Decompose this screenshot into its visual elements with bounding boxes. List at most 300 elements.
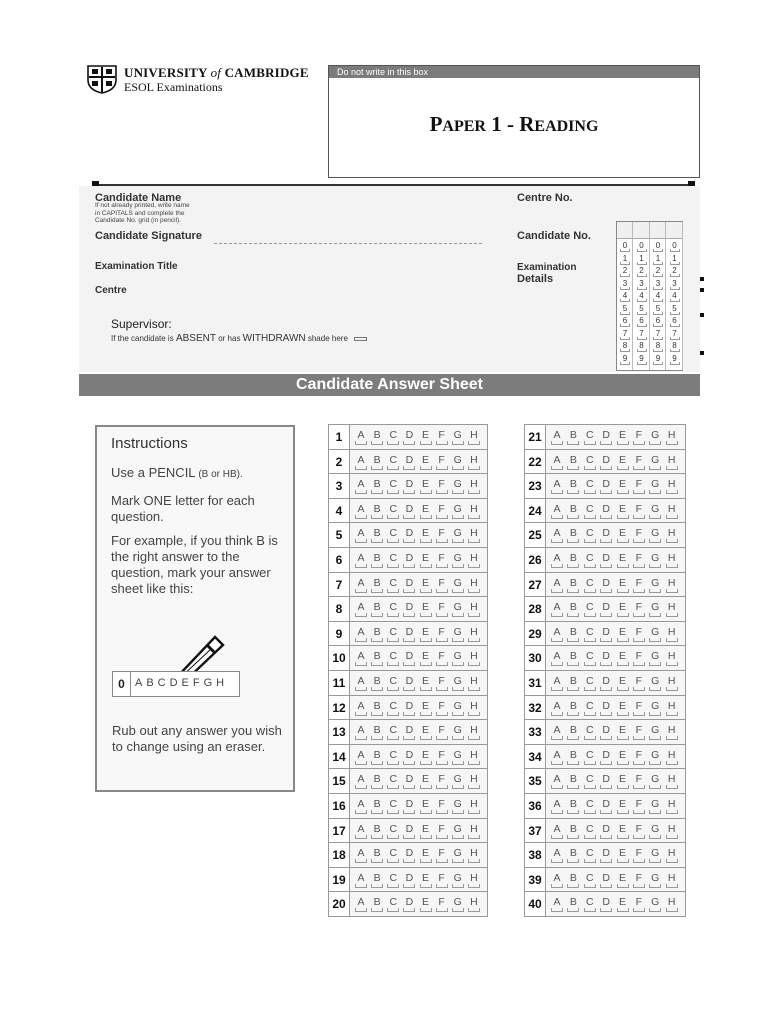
answer-option-bubble[interactable]: A [354, 478, 368, 494]
answer-option-bubble[interactable]: B [566, 872, 580, 888]
grid-digit-bubble[interactable]: 6 [651, 317, 665, 328]
answer-option-bubble[interactable]: D [402, 601, 416, 617]
grid-digit-bubble[interactable]: 4 [618, 292, 632, 303]
answer-option-bubble[interactable]: H [665, 798, 679, 814]
answer-option-bubble[interactable]: F [435, 749, 449, 765]
answer-option-bubble[interactable]: C [386, 798, 400, 814]
answer-option-bubble[interactable]: C [386, 650, 400, 666]
answer-option-bubble[interactable]: A [354, 626, 368, 642]
answer-option-bubble[interactable]: G [648, 650, 662, 666]
answer-option-bubble[interactable]: B [370, 503, 384, 519]
answer-option-bubble[interactable]: G [648, 798, 662, 814]
answer-option-bubble[interactable]: F [632, 847, 646, 863]
answer-option-bubble[interactable]: D [402, 847, 416, 863]
answer-option-bubble[interactable]: D [599, 749, 613, 765]
answer-option-bubble[interactable]: C [583, 749, 597, 765]
answer-option-bubble[interactable]: A [354, 454, 368, 470]
answer-option-bubble[interactable]: F [435, 798, 449, 814]
grid-digit-bubble[interactable]: 1 [651, 255, 665, 266]
answer-option-bubble[interactable]: C [386, 872, 400, 888]
answer-option-bubble[interactable]: G [451, 478, 465, 494]
answer-option-bubble[interactable]: G [451, 577, 465, 593]
answer-option-bubble[interactable]: G [451, 724, 465, 740]
grid-digit-bubble[interactable]: 7 [651, 330, 665, 341]
answer-option-bubble[interactable]: D [402, 650, 416, 666]
answer-option-bubble[interactable]: D [599, 872, 613, 888]
answer-option-bubble[interactable]: C [583, 503, 597, 519]
answer-option-bubble[interactable]: A [550, 675, 564, 691]
answer-option-bubble[interactable]: H [467, 847, 481, 863]
answer-option-bubble[interactable]: A [550, 577, 564, 593]
answer-option-bubble[interactable]: F [435, 773, 449, 789]
answer-option-bubble[interactable]: B [370, 527, 384, 543]
grid-digit-bubble[interactable]: 1 [635, 255, 649, 266]
answer-option-bubble[interactable]: G [648, 847, 662, 863]
answer-option-bubble[interactable]: E [419, 478, 433, 494]
answer-option-bubble[interactable]: F [435, 872, 449, 888]
answer-option-bubble[interactable]: D [599, 675, 613, 691]
grid-digit-bubble[interactable]: 5 [618, 305, 632, 316]
answer-option-bubble[interactable]: H [665, 896, 679, 912]
answer-option-bubble[interactable]: B [370, 847, 384, 863]
answer-option-bubble[interactable]: F [435, 429, 449, 445]
answer-option-bubble[interactable]: G [451, 872, 465, 888]
answer-option-bubble[interactable]: C [386, 454, 400, 470]
grid-digit-bubble[interactable]: 2 [618, 267, 632, 278]
grid-digit-bubble[interactable]: 3 [618, 280, 632, 291]
answer-option-bubble[interactable]: D [402, 552, 416, 568]
absent-shade-box[interactable] [354, 337, 367, 341]
answer-option-bubble[interactable]: D [599, 798, 613, 814]
answer-option-bubble[interactable]: B [370, 823, 384, 839]
answer-option-bubble[interactable]: H [665, 749, 679, 765]
answer-option-bubble[interactable]: F [435, 700, 449, 716]
answer-option-bubble[interactable]: D [402, 749, 416, 765]
answer-option-bubble[interactable]: F [435, 896, 449, 912]
answer-option-bubble[interactable]: D [402, 454, 416, 470]
answer-option-bubble[interactable]: A [550, 724, 564, 740]
answer-option-bubble[interactable]: A [550, 429, 564, 445]
answer-option-bubble[interactable]: C [583, 798, 597, 814]
answer-option-bubble[interactable]: G [648, 896, 662, 912]
answer-option-bubble[interactable]: F [632, 724, 646, 740]
answer-option-bubble[interactable]: D [599, 601, 613, 617]
answer-option-bubble[interactable]: B [566, 675, 580, 691]
grid-digit-bubble[interactable]: 0 [635, 242, 649, 253]
answer-option-bubble[interactable]: B [370, 675, 384, 691]
answer-option-bubble[interactable]: G [451, 454, 465, 470]
answer-option-bubble[interactable]: F [632, 454, 646, 470]
grid-digit-bubble[interactable]: 2 [635, 267, 649, 278]
answer-option-bubble[interactable]: B [370, 749, 384, 765]
answer-option-bubble[interactable]: D [599, 650, 613, 666]
answer-option-bubble[interactable]: B [566, 601, 580, 617]
answer-option-bubble[interactable]: E [616, 847, 630, 863]
answer-option-bubble[interactable]: A [550, 650, 564, 666]
grid-digit-bubble[interactable]: 5 [635, 305, 649, 316]
answer-option-bubble[interactable]: C [583, 896, 597, 912]
answer-option-bubble[interactable]: C [386, 601, 400, 617]
answer-option-bubble[interactable]: H [467, 675, 481, 691]
answer-option-bubble[interactable]: C [386, 626, 400, 642]
answer-option-bubble[interactable]: B [566, 896, 580, 912]
answer-option-bubble[interactable]: F [435, 675, 449, 691]
answer-option-bubble[interactable]: D [599, 478, 613, 494]
answer-option-bubble[interactable]: H [665, 429, 679, 445]
answer-option-bubble[interactable]: B [566, 749, 580, 765]
answer-option-bubble[interactable]: H [665, 577, 679, 593]
answer-option-bubble[interactable]: G [648, 478, 662, 494]
answer-option-bubble[interactable]: H [467, 650, 481, 666]
answer-option-bubble[interactable]: H [467, 773, 481, 789]
grid-digit-bubble[interactable]: 6 [635, 317, 649, 328]
answer-option-bubble[interactable]: B [370, 626, 384, 642]
answer-option-bubble[interactable]: B [370, 429, 384, 445]
grid-digit-bubble[interactable]: 7 [668, 330, 682, 341]
answer-option-bubble[interactable]: F [435, 847, 449, 863]
answer-option-bubble[interactable]: G [648, 724, 662, 740]
answer-option-bubble[interactable]: D [402, 798, 416, 814]
answer-option-bubble[interactable]: E [419, 896, 433, 912]
grid-digit-bubble[interactable]: 1 [668, 255, 682, 266]
answer-option-bubble[interactable]: B [370, 872, 384, 888]
answer-option-bubble[interactable]: B [566, 429, 580, 445]
answer-option-bubble[interactable]: H [665, 773, 679, 789]
answer-option-bubble[interactable]: B [370, 577, 384, 593]
answer-option-bubble[interactable]: D [599, 724, 613, 740]
answer-option-bubble[interactable]: D [402, 503, 416, 519]
answer-option-bubble[interactable]: C [583, 847, 597, 863]
answer-option-bubble[interactable]: B [370, 896, 384, 912]
answer-option-bubble[interactable]: H [665, 552, 679, 568]
answer-option-bubble[interactable]: D [402, 700, 416, 716]
grid-digit-bubble[interactable]: 9 [668, 355, 682, 366]
answer-option-bubble[interactable]: G [648, 527, 662, 543]
answer-option-bubble[interactable]: F [435, 823, 449, 839]
answer-option-bubble[interactable]: H [665, 478, 679, 494]
answer-option-bubble[interactable]: F [632, 700, 646, 716]
answer-option-bubble[interactable]: H [467, 626, 481, 642]
grid-digit-bubble[interactable]: 0 [618, 242, 632, 253]
answer-option-bubble[interactable]: F [632, 749, 646, 765]
answer-option-bubble[interactable]: B [566, 503, 580, 519]
answer-option-bubble[interactable]: D [599, 552, 613, 568]
answer-option-bubble[interactable]: D [599, 429, 613, 445]
grid-digit-bubble[interactable]: 9 [618, 355, 632, 366]
answer-option-bubble[interactable]: A [354, 503, 368, 519]
answer-option-bubble[interactable]: H [467, 577, 481, 593]
answer-option-bubble[interactable]: A [550, 700, 564, 716]
answer-option-bubble[interactable]: C [583, 626, 597, 642]
grid-digit-bubble[interactable]: 8 [668, 342, 682, 353]
answer-option-bubble[interactable]: H [665, 724, 679, 740]
answer-option-bubble[interactable]: C [386, 896, 400, 912]
answer-option-bubble[interactable]: E [419, 847, 433, 863]
answer-option-bubble[interactable]: E [419, 527, 433, 543]
answer-option-bubble[interactable]: G [648, 700, 662, 716]
answer-option-bubble[interactable]: E [616, 749, 630, 765]
answer-option-bubble[interactable]: A [354, 749, 368, 765]
answer-option-bubble[interactable]: B [566, 700, 580, 716]
answer-option-bubble[interactable]: D [599, 577, 613, 593]
answer-option-bubble[interactable]: D [599, 773, 613, 789]
answer-option-bubble[interactable]: H [467, 724, 481, 740]
answer-option-bubble[interactable]: B [566, 478, 580, 494]
answer-option-bubble[interactable]: E [616, 650, 630, 666]
answer-option-bubble[interactable]: F [632, 478, 646, 494]
grid-digit-bubble[interactable]: 6 [618, 317, 632, 328]
grid-digit-bubble[interactable]: 3 [635, 280, 649, 291]
answer-option-bubble[interactable]: G [648, 773, 662, 789]
answer-option-bubble[interactable]: G [451, 527, 465, 543]
answer-option-bubble[interactable]: E [616, 429, 630, 445]
answer-option-bubble[interactable]: G [451, 847, 465, 863]
answer-option-bubble[interactable]: E [616, 478, 630, 494]
answer-option-bubble[interactable]: E [419, 601, 433, 617]
answer-option-bubble[interactable]: C [386, 724, 400, 740]
answer-option-bubble[interactable]: C [386, 749, 400, 765]
answer-option-bubble[interactable]: E [616, 896, 630, 912]
answer-option-bubble[interactable]: H [467, 823, 481, 839]
answer-option-bubble[interactable]: A [354, 823, 368, 839]
answer-option-bubble[interactable]: G [451, 429, 465, 445]
answer-option-bubble[interactable]: G [648, 823, 662, 839]
answer-option-bubble[interactable]: C [386, 429, 400, 445]
answer-option-bubble[interactable]: G [648, 675, 662, 691]
grid-digit-bubble[interactable]: 4 [651, 292, 665, 303]
answer-option-bubble[interactable]: F [632, 429, 646, 445]
grid-digit-bubble[interactable]: 3 [651, 280, 665, 291]
answer-option-bubble[interactable]: E [616, 798, 630, 814]
answer-option-bubble[interactable]: C [386, 823, 400, 839]
grid-digit-bubble[interactable]: 3 [668, 280, 682, 291]
answer-option-bubble[interactable]: B [566, 798, 580, 814]
answer-option-bubble[interactable]: A [354, 601, 368, 617]
answer-option-bubble[interactable]: H [467, 749, 481, 765]
answer-option-bubble[interactable]: B [370, 454, 384, 470]
answer-option-bubble[interactable]: E [419, 675, 433, 691]
answer-option-bubble[interactable]: H [665, 527, 679, 543]
answer-option-bubble[interactable]: D [599, 503, 613, 519]
answer-option-bubble[interactable]: B [566, 527, 580, 543]
answer-option-bubble[interactable]: C [583, 675, 597, 691]
answer-option-bubble[interactable]: G [451, 798, 465, 814]
answer-option-bubble[interactable]: G [648, 503, 662, 519]
answer-option-bubble[interactable]: A [354, 847, 368, 863]
answer-option-bubble[interactable]: E [419, 872, 433, 888]
grid-digit-bubble[interactable]: 5 [668, 305, 682, 316]
answer-option-bubble[interactable]: D [402, 675, 416, 691]
answer-option-bubble[interactable]: D [402, 429, 416, 445]
answer-option-bubble[interactable]: C [386, 675, 400, 691]
answer-option-bubble[interactable]: C [386, 773, 400, 789]
answer-option-bubble[interactable]: B [370, 650, 384, 666]
grid-digit-bubble[interactable]: 0 [668, 242, 682, 253]
answer-option-bubble[interactable]: C [583, 478, 597, 494]
answer-option-bubble[interactable]: E [616, 872, 630, 888]
answer-option-bubble[interactable]: H [665, 601, 679, 617]
answer-option-bubble[interactable]: A [550, 454, 564, 470]
answer-option-bubble[interactable]: H [467, 527, 481, 543]
grid-digit-bubble[interactable]: 8 [635, 342, 649, 353]
answer-option-bubble[interactable]: F [435, 724, 449, 740]
grid-digit-bubble[interactable]: 9 [651, 355, 665, 366]
grid-digit-bubble[interactable]: 9 [635, 355, 649, 366]
answer-option-bubble[interactable]: H [467, 798, 481, 814]
answer-option-bubble[interactable]: A [354, 798, 368, 814]
answer-option-bubble[interactable]: G [451, 552, 465, 568]
grid-digit-bubble[interactable]: 4 [668, 292, 682, 303]
answer-option-bubble[interactable]: F [632, 896, 646, 912]
answer-option-bubble[interactable]: E [419, 773, 433, 789]
answer-option-bubble[interactable]: F [435, 577, 449, 593]
answer-option-bubble[interactable]: F [435, 454, 449, 470]
answer-option-bubble[interactable]: G [451, 773, 465, 789]
answer-option-bubble[interactable]: D [599, 823, 613, 839]
answer-option-bubble[interactable]: H [467, 700, 481, 716]
answer-option-bubble[interactable]: A [354, 773, 368, 789]
answer-option-bubble[interactable]: D [599, 527, 613, 543]
answer-option-bubble[interactable]: A [550, 552, 564, 568]
answer-option-bubble[interactable]: F [435, 478, 449, 494]
answer-option-bubble[interactable]: D [599, 847, 613, 863]
answer-option-bubble[interactable]: C [386, 478, 400, 494]
answer-option-bubble[interactable]: D [599, 896, 613, 912]
answer-option-bubble[interactable]: D [402, 527, 416, 543]
answer-option-bubble[interactable]: E [616, 626, 630, 642]
answer-option-bubble[interactable]: C [386, 847, 400, 863]
answer-option-bubble[interactable]: E [616, 552, 630, 568]
answer-option-bubble[interactable]: B [566, 823, 580, 839]
answer-option-bubble[interactable]: E [419, 823, 433, 839]
answer-option-bubble[interactable]: G [451, 626, 465, 642]
answer-option-bubble[interactable]: E [616, 823, 630, 839]
answer-option-bubble[interactable]: A [354, 724, 368, 740]
answer-option-bubble[interactable]: H [467, 896, 481, 912]
answer-option-bubble[interactable]: D [402, 872, 416, 888]
answer-option-bubble[interactable]: F [632, 503, 646, 519]
answer-option-bubble[interactable]: C [583, 872, 597, 888]
answer-option-bubble[interactable]: E [419, 798, 433, 814]
answer-option-bubble[interactable]: F [435, 601, 449, 617]
answer-option-bubble[interactable]: A [550, 872, 564, 888]
grid-digit-bubble[interactable]: 8 [618, 342, 632, 353]
grid-digit-bubble[interactable]: 2 [651, 267, 665, 278]
answer-option-bubble[interactable]: E [419, 503, 433, 519]
answer-option-bubble[interactable]: B [566, 577, 580, 593]
answer-option-bubble[interactable]: D [402, 626, 416, 642]
answer-option-bubble[interactable]: C [386, 552, 400, 568]
answer-option-bubble[interactable]: A [550, 749, 564, 765]
answer-option-bubble[interactable]: B [566, 773, 580, 789]
answer-option-bubble[interactable]: B [566, 626, 580, 642]
answer-option-bubble[interactable]: D [599, 454, 613, 470]
answer-option-bubble[interactable]: E [419, 749, 433, 765]
answer-option-bubble[interactable]: A [550, 847, 564, 863]
answer-option-bubble[interactable]: E [419, 577, 433, 593]
answer-option-bubble[interactable]: G [648, 454, 662, 470]
grid-digit-bubble[interactable]: 2 [668, 267, 682, 278]
grid-digit-bubble[interactable]: 4 [635, 292, 649, 303]
answer-option-bubble[interactable]: H [467, 478, 481, 494]
answer-option-bubble[interactable]: C [386, 527, 400, 543]
answer-option-bubble[interactable]: F [632, 527, 646, 543]
answer-option-bubble[interactable]: H [467, 429, 481, 445]
answer-option-bubble[interactable]: F [632, 798, 646, 814]
answer-option-bubble[interactable]: C [583, 700, 597, 716]
answer-option-bubble[interactable]: G [451, 650, 465, 666]
answer-option-bubble[interactable]: A [354, 700, 368, 716]
answer-option-bubble[interactable]: G [648, 429, 662, 445]
answer-option-bubble[interactable]: G [451, 896, 465, 912]
answer-option-bubble[interactable]: D [599, 700, 613, 716]
signature-line[interactable] [214, 243, 482, 244]
answer-option-bubble[interactable]: F [435, 503, 449, 519]
answer-option-bubble[interactable]: H [665, 872, 679, 888]
answer-option-bubble[interactable]: A [354, 552, 368, 568]
answer-option-bubble[interactable]: H [665, 700, 679, 716]
answer-option-bubble[interactable]: B [566, 552, 580, 568]
answer-option-bubble[interactable]: F [435, 552, 449, 568]
answer-option-bubble[interactable]: C [583, 650, 597, 666]
answer-option-bubble[interactable]: F [632, 601, 646, 617]
answer-option-bubble[interactable]: A [550, 896, 564, 912]
grid-digit-bubble[interactable]: 8 [651, 342, 665, 353]
answer-option-bubble[interactable]: E [419, 700, 433, 716]
answer-option-bubble[interactable]: H [665, 650, 679, 666]
grid-digit-bubble[interactable]: 5 [651, 305, 665, 316]
answer-option-bubble[interactable]: A [550, 601, 564, 617]
answer-option-bubble[interactable]: D [402, 724, 416, 740]
grid-digit-bubble[interactable]: 6 [668, 317, 682, 328]
grid-digit-bubble[interactable]: 1 [618, 255, 632, 266]
answer-option-bubble[interactable]: F [632, 626, 646, 642]
answer-option-bubble[interactable]: D [599, 626, 613, 642]
grid-digit-bubble[interactable]: 7 [618, 330, 632, 341]
answer-option-bubble[interactable]: G [648, 552, 662, 568]
answer-option-bubble[interactable]: B [370, 601, 384, 617]
answer-option-bubble[interactable]: H [467, 872, 481, 888]
answer-option-bubble[interactable]: A [354, 527, 368, 543]
answer-option-bubble[interactable]: H [665, 503, 679, 519]
answer-option-bubble[interactable]: D [402, 478, 416, 494]
answer-option-bubble[interactable]: B [370, 700, 384, 716]
answer-option-bubble[interactable]: B [566, 650, 580, 666]
answer-option-bubble[interactable]: G [648, 577, 662, 593]
answer-option-bubble[interactable]: E [616, 773, 630, 789]
answer-option-bubble[interactable]: C [583, 527, 597, 543]
answer-option-bubble[interactable]: G [451, 675, 465, 691]
answer-option-bubble[interactable]: C [386, 503, 400, 519]
answer-option-bubble[interactable]: A [550, 503, 564, 519]
answer-option-bubble[interactable]: D [402, 577, 416, 593]
answer-option-bubble[interactable]: B [566, 847, 580, 863]
answer-option-bubble[interactable]: G [451, 601, 465, 617]
answer-option-bubble[interactable]: F [435, 527, 449, 543]
answer-option-bubble[interactable]: G [648, 626, 662, 642]
answer-option-bubble[interactable]: C [583, 773, 597, 789]
answer-option-bubble[interactable]: F [632, 823, 646, 839]
answer-option-bubble[interactable]: F [435, 650, 449, 666]
answer-option-bubble[interactable]: G [451, 700, 465, 716]
answer-option-bubble[interactable]: C [583, 724, 597, 740]
answer-option-bubble[interactable]: B [370, 798, 384, 814]
answer-option-bubble[interactable]: E [419, 552, 433, 568]
answer-option-bubble[interactable]: H [467, 503, 481, 519]
answer-option-bubble[interactable]: F [435, 626, 449, 642]
answer-option-bubble[interactable]: C [583, 823, 597, 839]
answer-option-bubble[interactable]: E [616, 527, 630, 543]
